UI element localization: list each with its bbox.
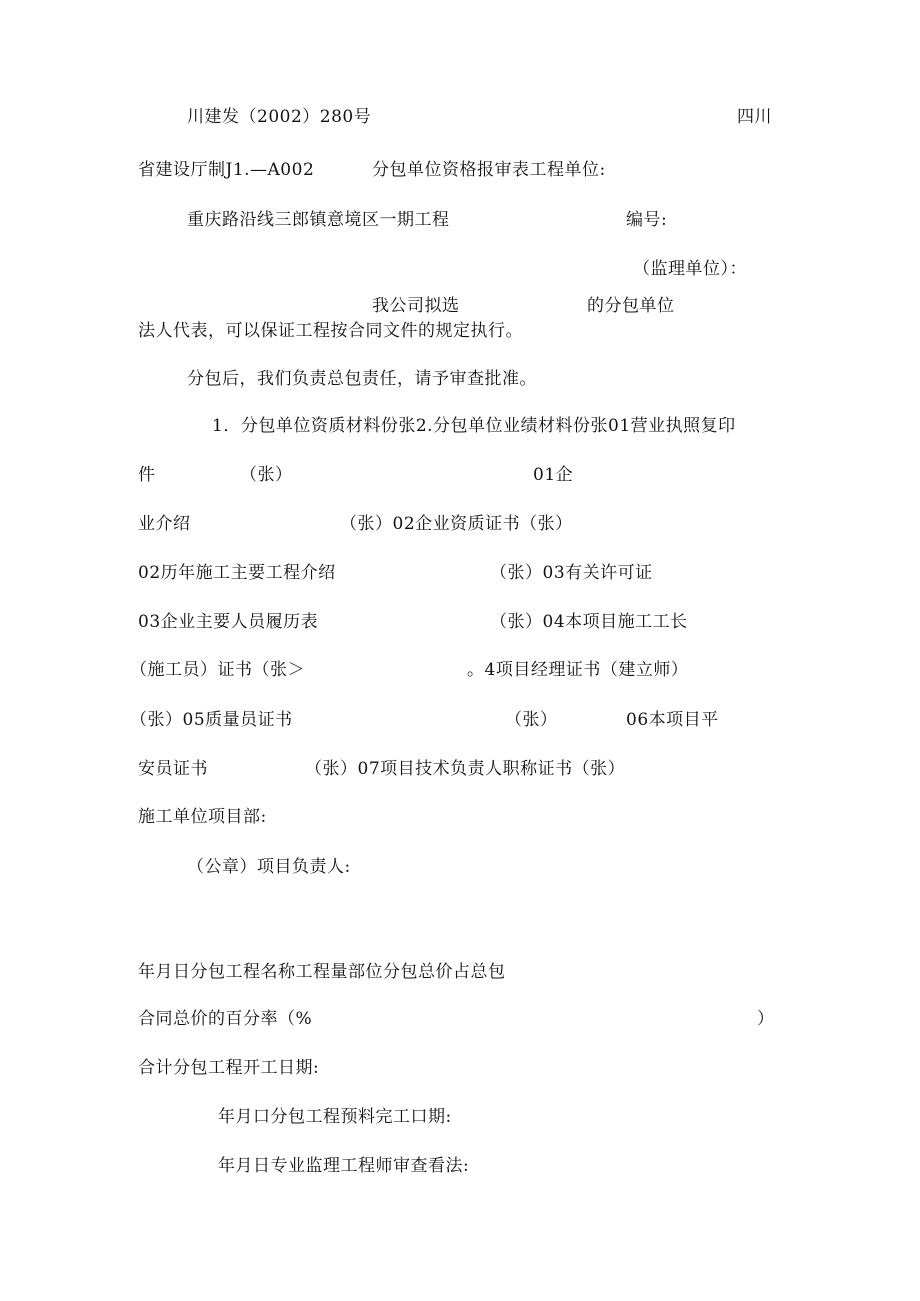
subcontractor-text: 的分包单位 [587,296,675,316]
attachment-text: （张）03有关许可证 [490,563,653,583]
selection-text: 我公司拟选 [372,296,460,316]
guarantee-text: 法人代表，可以保证工程按合同文件的规定执行。 [138,321,523,341]
attachment-text: （施工员）证书（张＞ [130,660,305,680]
attachment-text: 业介绍 [138,514,191,534]
attachment-text: 01企 [533,465,574,485]
project-name: 重庆路沿线三郎镇意境区一期工程 [187,210,450,230]
attachment-text: （张）05质量员证书 [130,710,293,730]
percentage-label: 合同总价的百分率（% [138,1009,313,1029]
percentage-close: ） [757,1009,775,1029]
responsibility-text: 分包后，我们负责总包责任，请予审查批准。 [187,369,537,389]
supervision-unit-label: （监理单位）： [633,259,747,279]
engineer-review-label: 年月日专业监理工程师审查看法: [218,1156,470,1176]
serial-label: 编号: [626,210,668,230]
completion-date-label: 年月口分包工程预料完工口期: [218,1107,452,1127]
attachment-text: （张） [240,465,293,485]
attachment-text: 02历年施工主要工程介绍 [138,563,336,583]
attachment-text: 03企业主要人员履历表 [138,612,319,632]
attachment-text: 06本项目平 [626,710,719,730]
attachment-text: 件 [138,465,156,485]
subcontract-table-header: 年月日分包工程名称工程量部位分包总价占总包 [138,962,506,982]
doc-reference: 川建发（2002）280号 [187,107,372,127]
attachment-text: （张）07项目技术负责人职称证书（张） [305,759,626,779]
contractor-dept-label: 施工单位项目部: [138,807,267,827]
attachment-text: 。4项目经理证书（建立师） [467,660,689,680]
start-date-label: 合计分包工程开工日期: [138,1058,320,1078]
attachment-text: （张）02企业资质证书（张） [340,514,573,534]
attachment-text: （张）04本项目施工工长 [490,612,688,632]
province-text: 四川 [737,107,772,127]
form-code: 省建设厅制J1.—A002 [138,160,315,180]
form-title: 分包单位资格报审表工程单位: [372,160,606,180]
attachment-text: 安员证书 [138,759,208,779]
attachment-text: （张） [505,710,558,730]
attachments-line: 1．分包单位资质材料份张2.分包单位业绩材料份张01营业执照复印 [212,416,736,436]
seal-leader-label: （公章）项目负责人: [187,857,351,877]
